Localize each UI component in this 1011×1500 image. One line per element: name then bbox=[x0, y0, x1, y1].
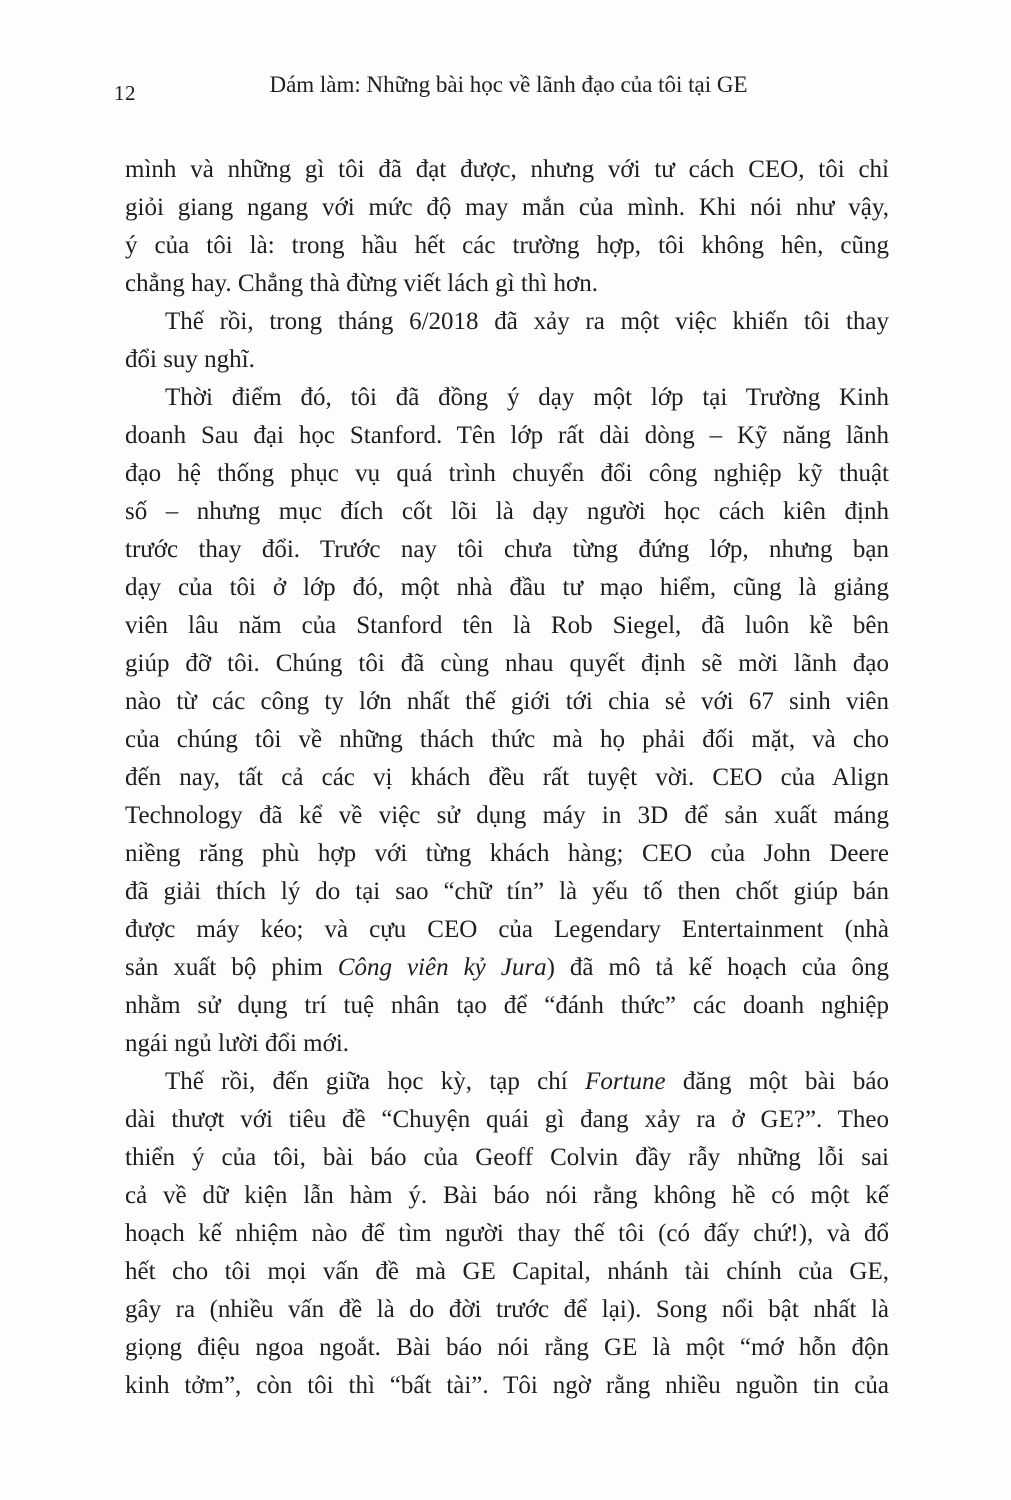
text-line bbox=[125, 493, 889, 531]
text-line bbox=[125, 417, 889, 455]
text-run: viên lâu năm của Stanford tên là Rob Siegel, đã luôn kề bên bbox=[125, 612, 889, 639]
text-run: ngái ngủ lười đổi mới. bbox=[125, 1030, 350, 1057]
text-run: giúp đỡ tôi. Chúng tôi đã cùng nhau quyết định sẽ mời lãnh đạo bbox=[125, 650, 889, 677]
text-line bbox=[125, 189, 889, 227]
text-run: giỏi giang ngang với mức độ may mắn của mình. Khi nói như vậy, bbox=[125, 194, 889, 221]
paragraph-1 bbox=[125, 151, 889, 303]
text-line bbox=[125, 1215, 889, 1253]
text-line bbox=[125, 645, 889, 683]
text-line bbox=[125, 797, 889, 835]
text-line bbox=[125, 151, 889, 189]
page-number: 12 bbox=[114, 81, 136, 105]
text-run: đổi suy nghĩ. bbox=[125, 346, 255, 373]
paragraph-3 bbox=[125, 379, 889, 1063]
text-run: dạy của tôi ở lớp đó, một nhà đầu tư mạo hiểm, cũng là giảng bbox=[125, 574, 889, 601]
text-run: kinh tởm”, còn tôi thì “bất tài”. Tôi ngờ rằng nhiều nguồn tin của bbox=[125, 1372, 889, 1399]
text-line bbox=[125, 455, 889, 493]
running-title: Dám làm: Những bài học về lãnh đạo của tôi tại GE bbox=[269, 72, 748, 97]
text-line bbox=[125, 1253, 889, 1291]
text-line bbox=[125, 607, 889, 645]
paragraph-2 bbox=[125, 303, 889, 379]
text-line bbox=[125, 835, 889, 873]
body-text bbox=[125, 151, 889, 1405]
text-run: Thế rồi, trong tháng 6/2018 đã xảy ra một việc khiến tôi thay bbox=[165, 308, 889, 335]
text-run: đạo hệ thống phục vụ quá trình chuyển đổi công nghiệp kỹ thuật bbox=[125, 460, 889, 487]
text-run: giọng điệu ngoa ngoắt. Bài báo nói rằng GE là một “mớ hỗn độn bbox=[125, 1334, 889, 1361]
text-line bbox=[125, 721, 889, 759]
text-run: ) đã mô tả kế hoạch của ông bbox=[546, 954, 889, 981]
text-run: thiển ý của tôi, bài báo của Geoff Colvin đầy rẫy những lỗi sai bbox=[125, 1144, 889, 1171]
text-run: đã giải thích lý do tại sao “chữ tín” là yếu tố then chốt giúp bán bbox=[125, 878, 889, 905]
text-run: đến nay, tất cả các vị khách đều rất tuyệt vời. CEO của Align bbox=[125, 764, 889, 791]
text-run: Thời điểm đó, tôi đã đồng ý dạy một lớp tại Trường Kinh bbox=[165, 384, 889, 411]
text-run: hoạch kế nhiệm nào để tìm người thay thế tôi (có đấy chứ!), và đổ bbox=[125, 1220, 889, 1247]
text-run: doanh Sau đại học Stanford. Tên lớp rất dài dòng – Kỹ năng lãnh bbox=[125, 422, 889, 449]
text-run: ý của tôi là: trong hầu hết các trường hợp, tôi không hên, cũng bbox=[125, 232, 889, 259]
text-line bbox=[125, 1063, 889, 1101]
text-run: nào từ các công ty lớn nhất thế giới tới chia sẻ với 67 sinh viên bbox=[125, 688, 889, 715]
text-line bbox=[125, 987, 889, 1025]
text-line bbox=[125, 1329, 889, 1367]
text-run: mình và những gì tôi đã đạt được, nhưng với tư cách CEO, tôi chỉ bbox=[125, 156, 889, 183]
text-run: sản xuất bộ phim bbox=[125, 954, 338, 981]
text-run: của chúng tôi về những thách thức mà họ phải đối mặt, và cho bbox=[125, 726, 889, 753]
text-run: nhằm sử dụng trí tuệ nhân tạo để “đánh thức” các doanh nghiệp bbox=[125, 992, 889, 1019]
text-run: Technology đã kể về việc sử dụng máy in 3D để sản xuất máng bbox=[125, 802, 889, 829]
text-line bbox=[125, 227, 889, 265]
text-line bbox=[125, 1291, 889, 1329]
text-line bbox=[125, 873, 889, 911]
text-run: cả về dữ kiện lẫn hàm ý. Bài báo nói rằng không hề có một kế bbox=[125, 1182, 889, 1209]
text-line bbox=[125, 569, 889, 607]
text-line bbox=[125, 265, 889, 303]
text-line bbox=[125, 379, 889, 417]
text-run: dài thượt với tiêu đề “Chuyện quái gì đang xảy ra ở GE?”. Theo bbox=[125, 1106, 889, 1133]
text-line bbox=[125, 1177, 889, 1215]
text-run: được máy kéo; và cựu CEO của Legendary Entertainment (nhà bbox=[125, 916, 889, 943]
text-line bbox=[125, 303, 889, 341]
text-run: gây ra (nhiều vấn đề là do đời trước để lại). Song nổi bật nhất là bbox=[125, 1296, 889, 1323]
text-run: đăng một bài báo bbox=[665, 1068, 889, 1095]
text-run: số – nhưng mục đích cốt lõi là dạy người học cách kiên định bbox=[125, 498, 889, 525]
text-line bbox=[125, 683, 889, 721]
paragraph-4 bbox=[125, 1063, 889, 1405]
page-header bbox=[0, 72, 1011, 108]
text-line bbox=[125, 949, 889, 987]
text-run: trước thay đổi. Trước nay tôi chưa từng đứng lớp, nhưng bạn bbox=[125, 536, 889, 563]
text-line bbox=[125, 1367, 889, 1405]
text-run: niềng răng phù hợp với từng khách hàng; CEO của John Deere bbox=[125, 840, 889, 867]
text-run: chẳng hay. Chẳng thà đừng viết lách gì thì hơn. bbox=[125, 270, 598, 297]
text-line bbox=[125, 911, 889, 949]
text-line bbox=[125, 1101, 889, 1139]
text-line bbox=[125, 1139, 889, 1177]
text-run: Thế rồi, đến giữa học kỳ, tạp chí bbox=[165, 1068, 586, 1095]
text-line bbox=[125, 531, 889, 569]
italic-text: Công viên kỷ Jura bbox=[337, 954, 547, 981]
text-line bbox=[125, 1025, 889, 1063]
text-line bbox=[125, 759, 889, 797]
italic-text: Fortune bbox=[585, 1068, 666, 1095]
text-run: hết cho tôi mọi vấn đề mà GE Capital, nhánh tài chính của GE, bbox=[125, 1258, 889, 1285]
text-line bbox=[125, 341, 889, 379]
